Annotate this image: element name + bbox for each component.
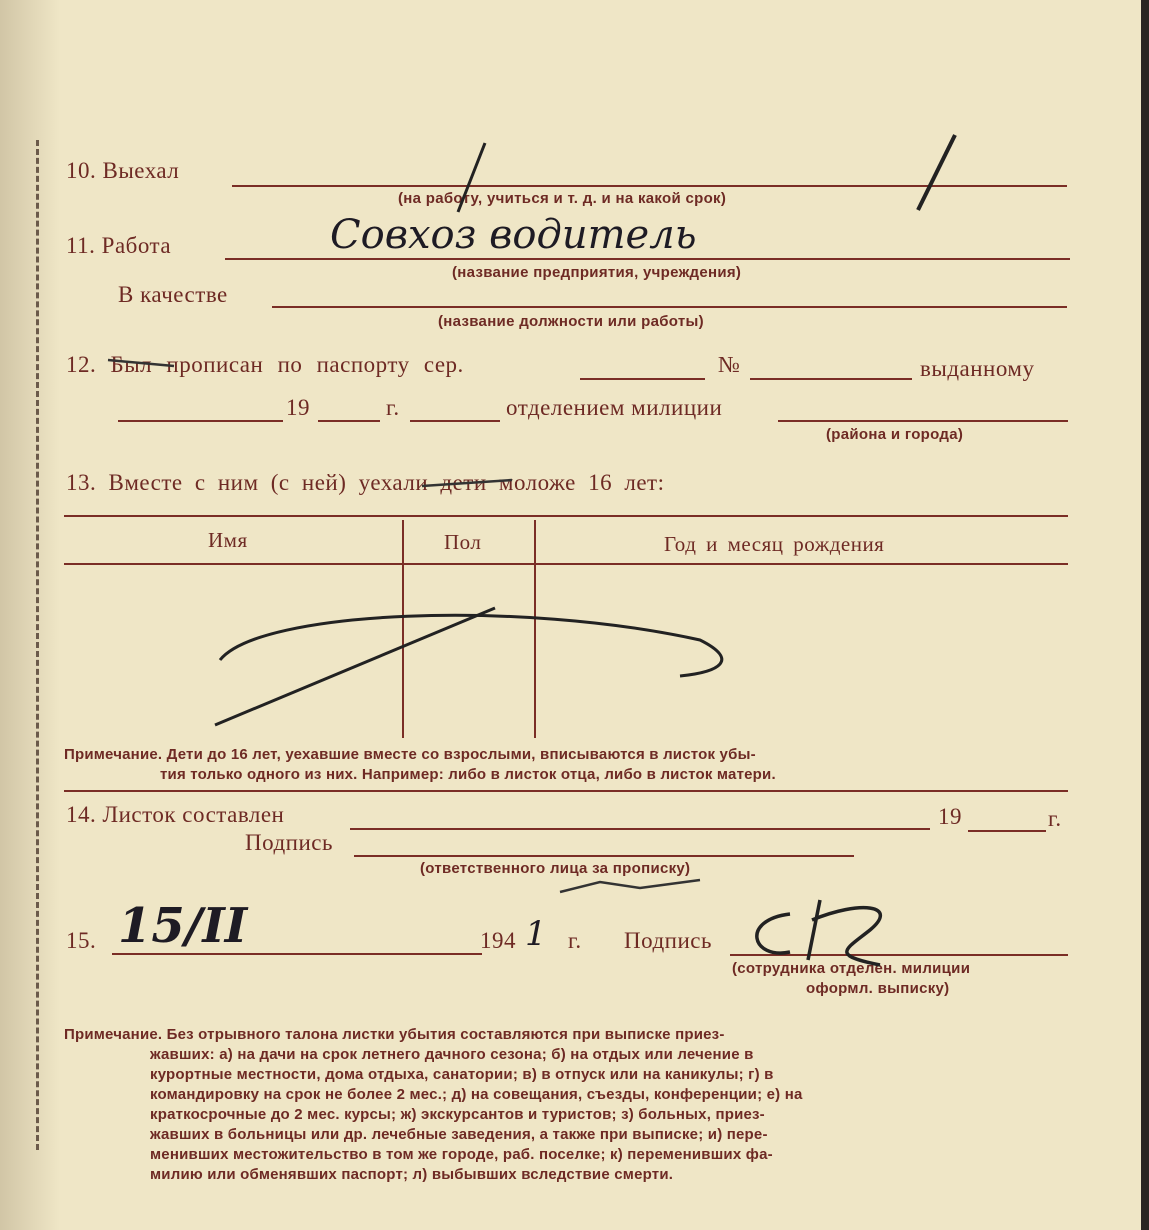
q12-g: г.: [386, 395, 400, 420]
q14-sign: Подпись: [245, 830, 333, 855]
note2-line-5: краткосрочные до 2 мес. курсы; ж) экскурсантов и туристов; з) больных, приез-: [150, 1106, 765, 1123]
note2-line-8: милию или обменявших паспорт; л) выбывших вследствие смерти.: [150, 1166, 674, 1183]
q10-label: 10. Выехал: [66, 158, 180, 183]
q10-caption: (на работу, учиться и т. д. и на какой срок): [398, 190, 727, 207]
q15-label: 15.: [66, 928, 97, 953]
note1-line2: тия только одного из них. Например: либо в листок отца, либо в листок матери.: [160, 766, 776, 783]
note1-line1: Примечание. Дети до 16 лет, уехавшие вместе со взрослыми, вписываются в листок убы-: [64, 746, 756, 763]
q15-year-handwritten: 1: [525, 914, 547, 954]
q11-handwritten: Совхоз водитель: [330, 212, 697, 258]
q15-date-handwritten: 15/II: [118, 898, 248, 954]
q10-dash-stroke: [458, 143, 485, 212]
note2-line-2: жавших: а) на дачи на срок летнего дачного сезона; б) на отдых или лечение в: [150, 1046, 754, 1063]
q15-g: г.: [568, 928, 582, 953]
note2-line-7: менивших местожительство в том же городе, раб. поселке; к) переменивших фа-: [150, 1146, 773, 1163]
q13-label: 13. Вместе с ним (с ней) уехали дети моложе 16 лет:: [66, 470, 665, 495]
q12-issued: выданному: [920, 356, 1035, 381]
note2-line-4: командировку на срок не более 2 мес.; д) на совещания, съезды, конференции; е) на: [150, 1086, 803, 1103]
q15-caption-1: (сотрудника отделен. милиции: [732, 960, 971, 977]
q15-year-printed: 194: [480, 928, 516, 953]
q15-sign: Подпись: [624, 928, 712, 953]
q12-no: №: [718, 352, 741, 377]
table-header-name: Имя: [208, 528, 248, 552]
q13-strike: [422, 480, 512, 486]
q14-caption: (ответственного лица за прописку): [420, 860, 691, 877]
note2-line-6: жавших в больницы или др. лечебные заведения, а также при выписке; и) пере-: [150, 1126, 768, 1143]
table-header-birth: Год и месяц рождения: [664, 532, 885, 556]
table-cross-curve: [220, 615, 722, 676]
q11-label: 11. Работа: [66, 233, 172, 258]
month-scribble: [560, 880, 700, 892]
q14-year: 19: [938, 804, 962, 829]
q12-police: отделением милиции: [506, 395, 723, 420]
table-cross-line: [215, 608, 495, 725]
q11b-caption: (название должности или работы): [438, 313, 704, 330]
q11b-label: В качестве: [118, 282, 228, 307]
note2-line-3: курортные местности, дома отдыха, санатории; в) в отпуск или на каникулы; г) в: [150, 1066, 774, 1083]
q12-label: 12. Был прописан по паспорту сер.: [66, 352, 464, 377]
note2-line-1: Примечание. Без отрывного талона листки убытия составляются при выписке приез-: [64, 1026, 725, 1043]
q10-dash-stroke-2: [918, 135, 955, 210]
q11-caption: (название предприятия, учреждения): [452, 264, 742, 281]
q14-g: г.: [1048, 806, 1062, 831]
table-header-sex: Пол: [444, 530, 482, 554]
q12-year: 19: [286, 395, 310, 420]
signature-stroke: [757, 900, 881, 965]
q12-strike: [108, 360, 174, 366]
q15-caption-2: оформл. выписку): [806, 980, 950, 997]
q12-caption: (района и города): [826, 426, 964, 443]
q14-label: 14. Листок составлен: [66, 802, 285, 827]
